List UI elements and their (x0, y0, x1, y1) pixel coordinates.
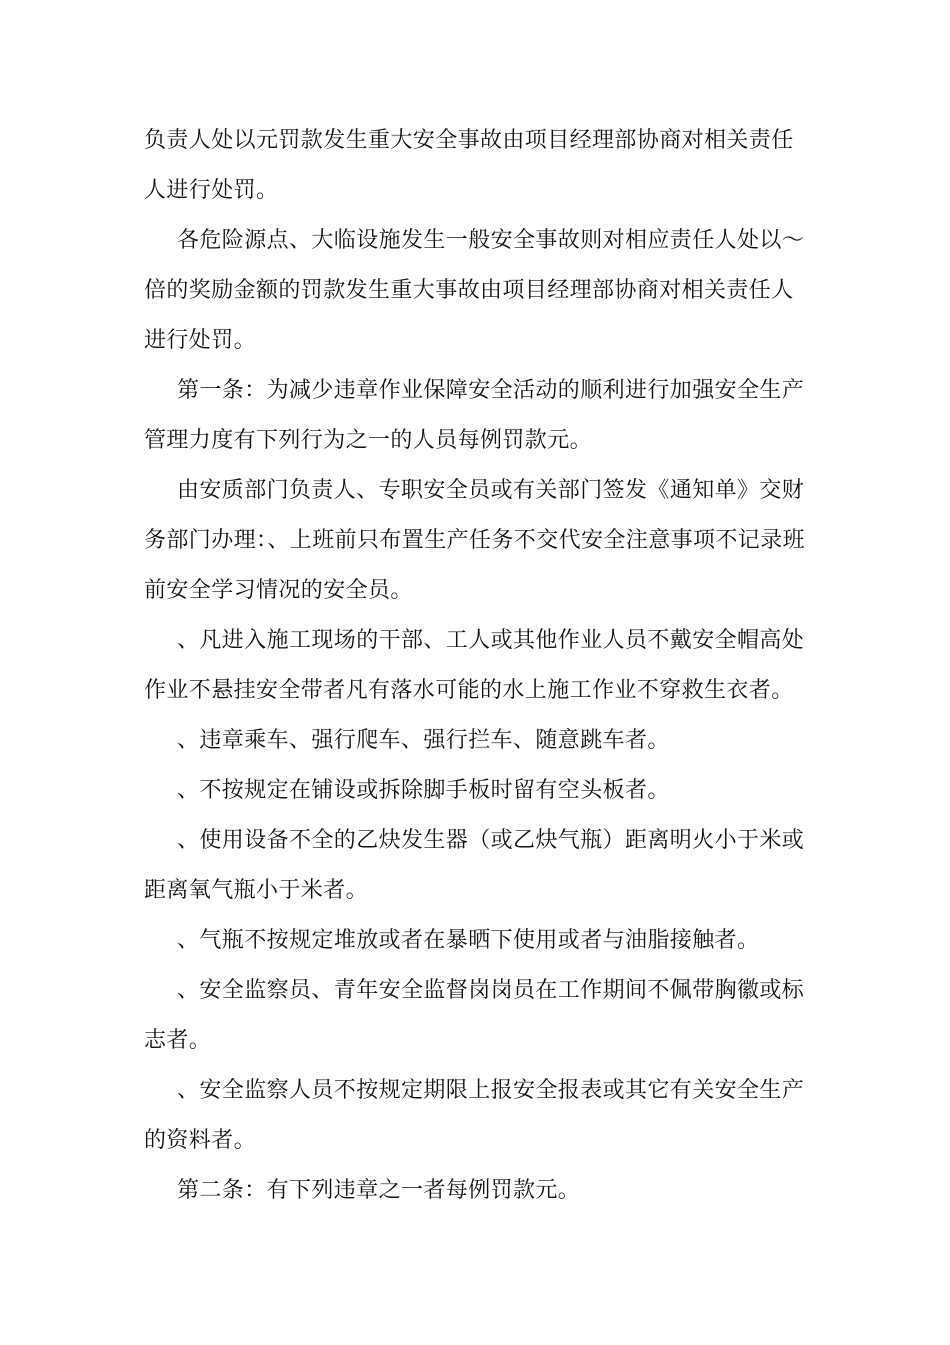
text-line: 倍的奖励金额的罚款发生重大事故由项目经理部协商对相关责任人 (144, 278, 794, 303)
text-line: 负责人处以元罚款发生重大安全事故由项目经理部协商对相关责任 (144, 128, 794, 153)
list-item-line: 、凡进入施工现场的干部、工人或其他作业人员不戴安全帽高处 (177, 628, 805, 653)
paragraph-first-line: 各危险源点、大临设施发生一般安全事故则对相应责任人处以～ (177, 228, 805, 253)
text-line: 作业不悬挂安全带者凡有落水可能的水上施工作业不穿救生衣者。 (144, 678, 794, 703)
list-item-line: 、安全监察员、青年安全监督岗岗员在工作期间不佩带胸徽或标 (177, 978, 805, 1003)
text-line: 管理力度有下列行为之一的人员每例罚款元。 (144, 428, 593, 453)
text-line: 的资料者。 (144, 1128, 257, 1153)
list-item-line: 、违章乘车、强行爬车、强行拦车、随意跳车者。 (177, 728, 670, 753)
text-line: 距离氧气瓶小于米者。 (144, 878, 369, 903)
list-item-line: 、安全监察人员不按规定期限上报安全报表或其它有关安全生产 (177, 1078, 805, 1103)
article-one-heading-line: 第一条：为减少违章作业保障安全活动的顺利进行加强安全生产 (177, 378, 805, 403)
paragraph-first-line: 由安质部门负责人、专职安全员或有关部门签发《通知单》交财 (177, 478, 805, 503)
text-line: 前安全学习情况的安全员。 (144, 578, 413, 603)
list-item-line: 、不按规定在铺设或拆除脚手板时留有空头板者。 (177, 778, 670, 803)
text-line: 人进行处罚。 (144, 178, 279, 203)
text-line: 进行处罚。 (144, 328, 257, 353)
text-line: 志者。 (144, 1028, 212, 1053)
list-item-line: 、使用设备不全的乙炔发生器（或乙炔气瓶）距离明火小于米或 (177, 828, 805, 853)
article-two-heading-line: 第二条：有下列违章之一者每例罚款元。 (177, 1178, 581, 1203)
text-line: 务部门办理：、上班前只布置生产任务不交代安全注意事项不记录班 (144, 528, 806, 553)
list-item-line: 、气瓶不按规定堆放或者在暴晒下使用或者与油脂接触者。 (177, 928, 760, 953)
